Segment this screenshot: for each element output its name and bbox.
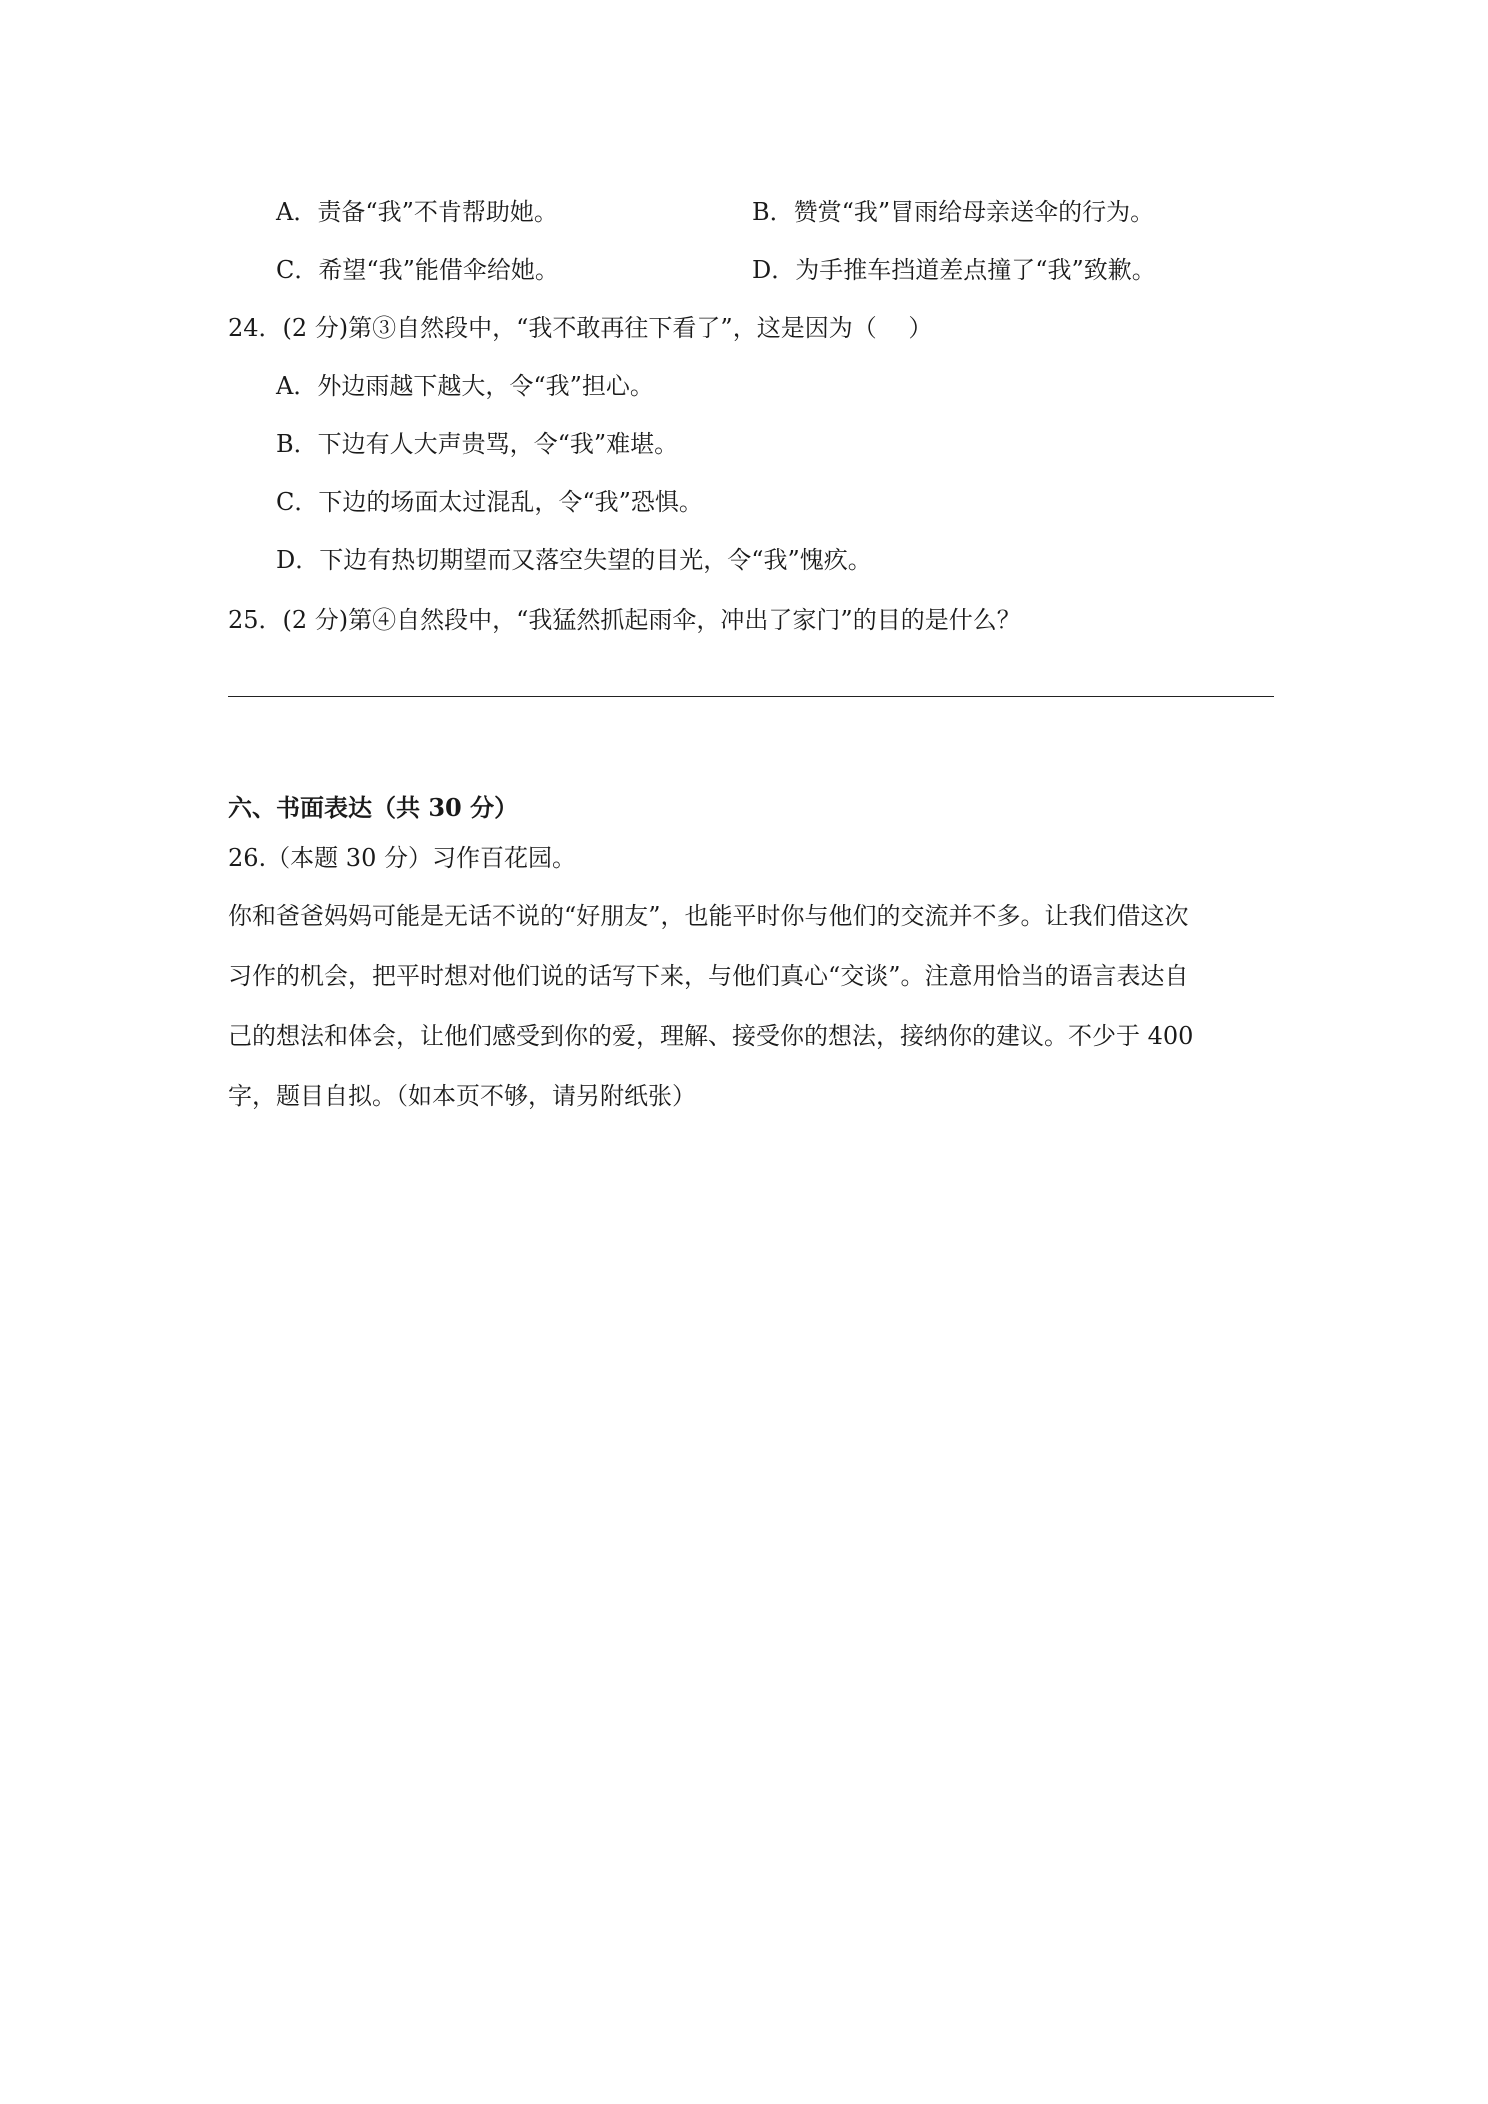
q26-prompt-line: 你和爸爸妈妈可能是无话不说的“好朋友”，也能平时你与他们的交流并不多。让我们借这次 — [228, 902, 1189, 930]
q24-option-a: A．外边雨越下越大，令“我”担心。 — [276, 372, 654, 400]
q26-prompt-line: 习作的机会，把平时想对他们说的话写下来，与他们真心“交谈”。注意用恰当的语言表达自 — [228, 962, 1189, 990]
q26-prompt-line: 己的想法和体会，让他们感受到你的爱，理解、接受你的想法，接纳你的建议。不少于 400 — [228, 1022, 1194, 1050]
q23-option-d: D．为手推车挡道差点撞了“我”致歉。 — [752, 256, 1156, 284]
q23-option-a: A．责备“我”不肯帮助她。 — [276, 198, 558, 226]
q24-option-c: C．下边的场面太过混乱，令“我”恐惧。 — [276, 488, 703, 516]
q25-answer-line[interactable] — [228, 696, 1274, 697]
q24-option-d: D．下边有热切期望而又落空失望的目光，令“我”愧疚。 — [276, 546, 872, 574]
q23-option-c: C．希望“我”能借伞给她。 — [276, 256, 559, 284]
q23-option-b: B．赞赏“我”冒雨给母亲送伞的行为。 — [752, 198, 1155, 226]
section-6-title: 六、书面表达（共 30 分） — [228, 793, 519, 822]
q24-option-b: B．下边有人大声贵骂，令“我”难堪。 — [276, 430, 679, 458]
q26-stem: 26.（本题 30 分）习作百花园。 — [228, 844, 576, 872]
q25-stem: 25．(2 分)第④自然段中，“我猛然抓起雨伞，冲出了家门”的目的是什么？ — [228, 606, 1021, 634]
q26-prompt-line: 字，题目自拟。（如本页不够，请另附纸张） — [228, 1082, 696, 1110]
q24-stem: 24．(2 分)第③自然段中，“我不敢再往下看了”，这是因为（ ） — [228, 314, 933, 342]
